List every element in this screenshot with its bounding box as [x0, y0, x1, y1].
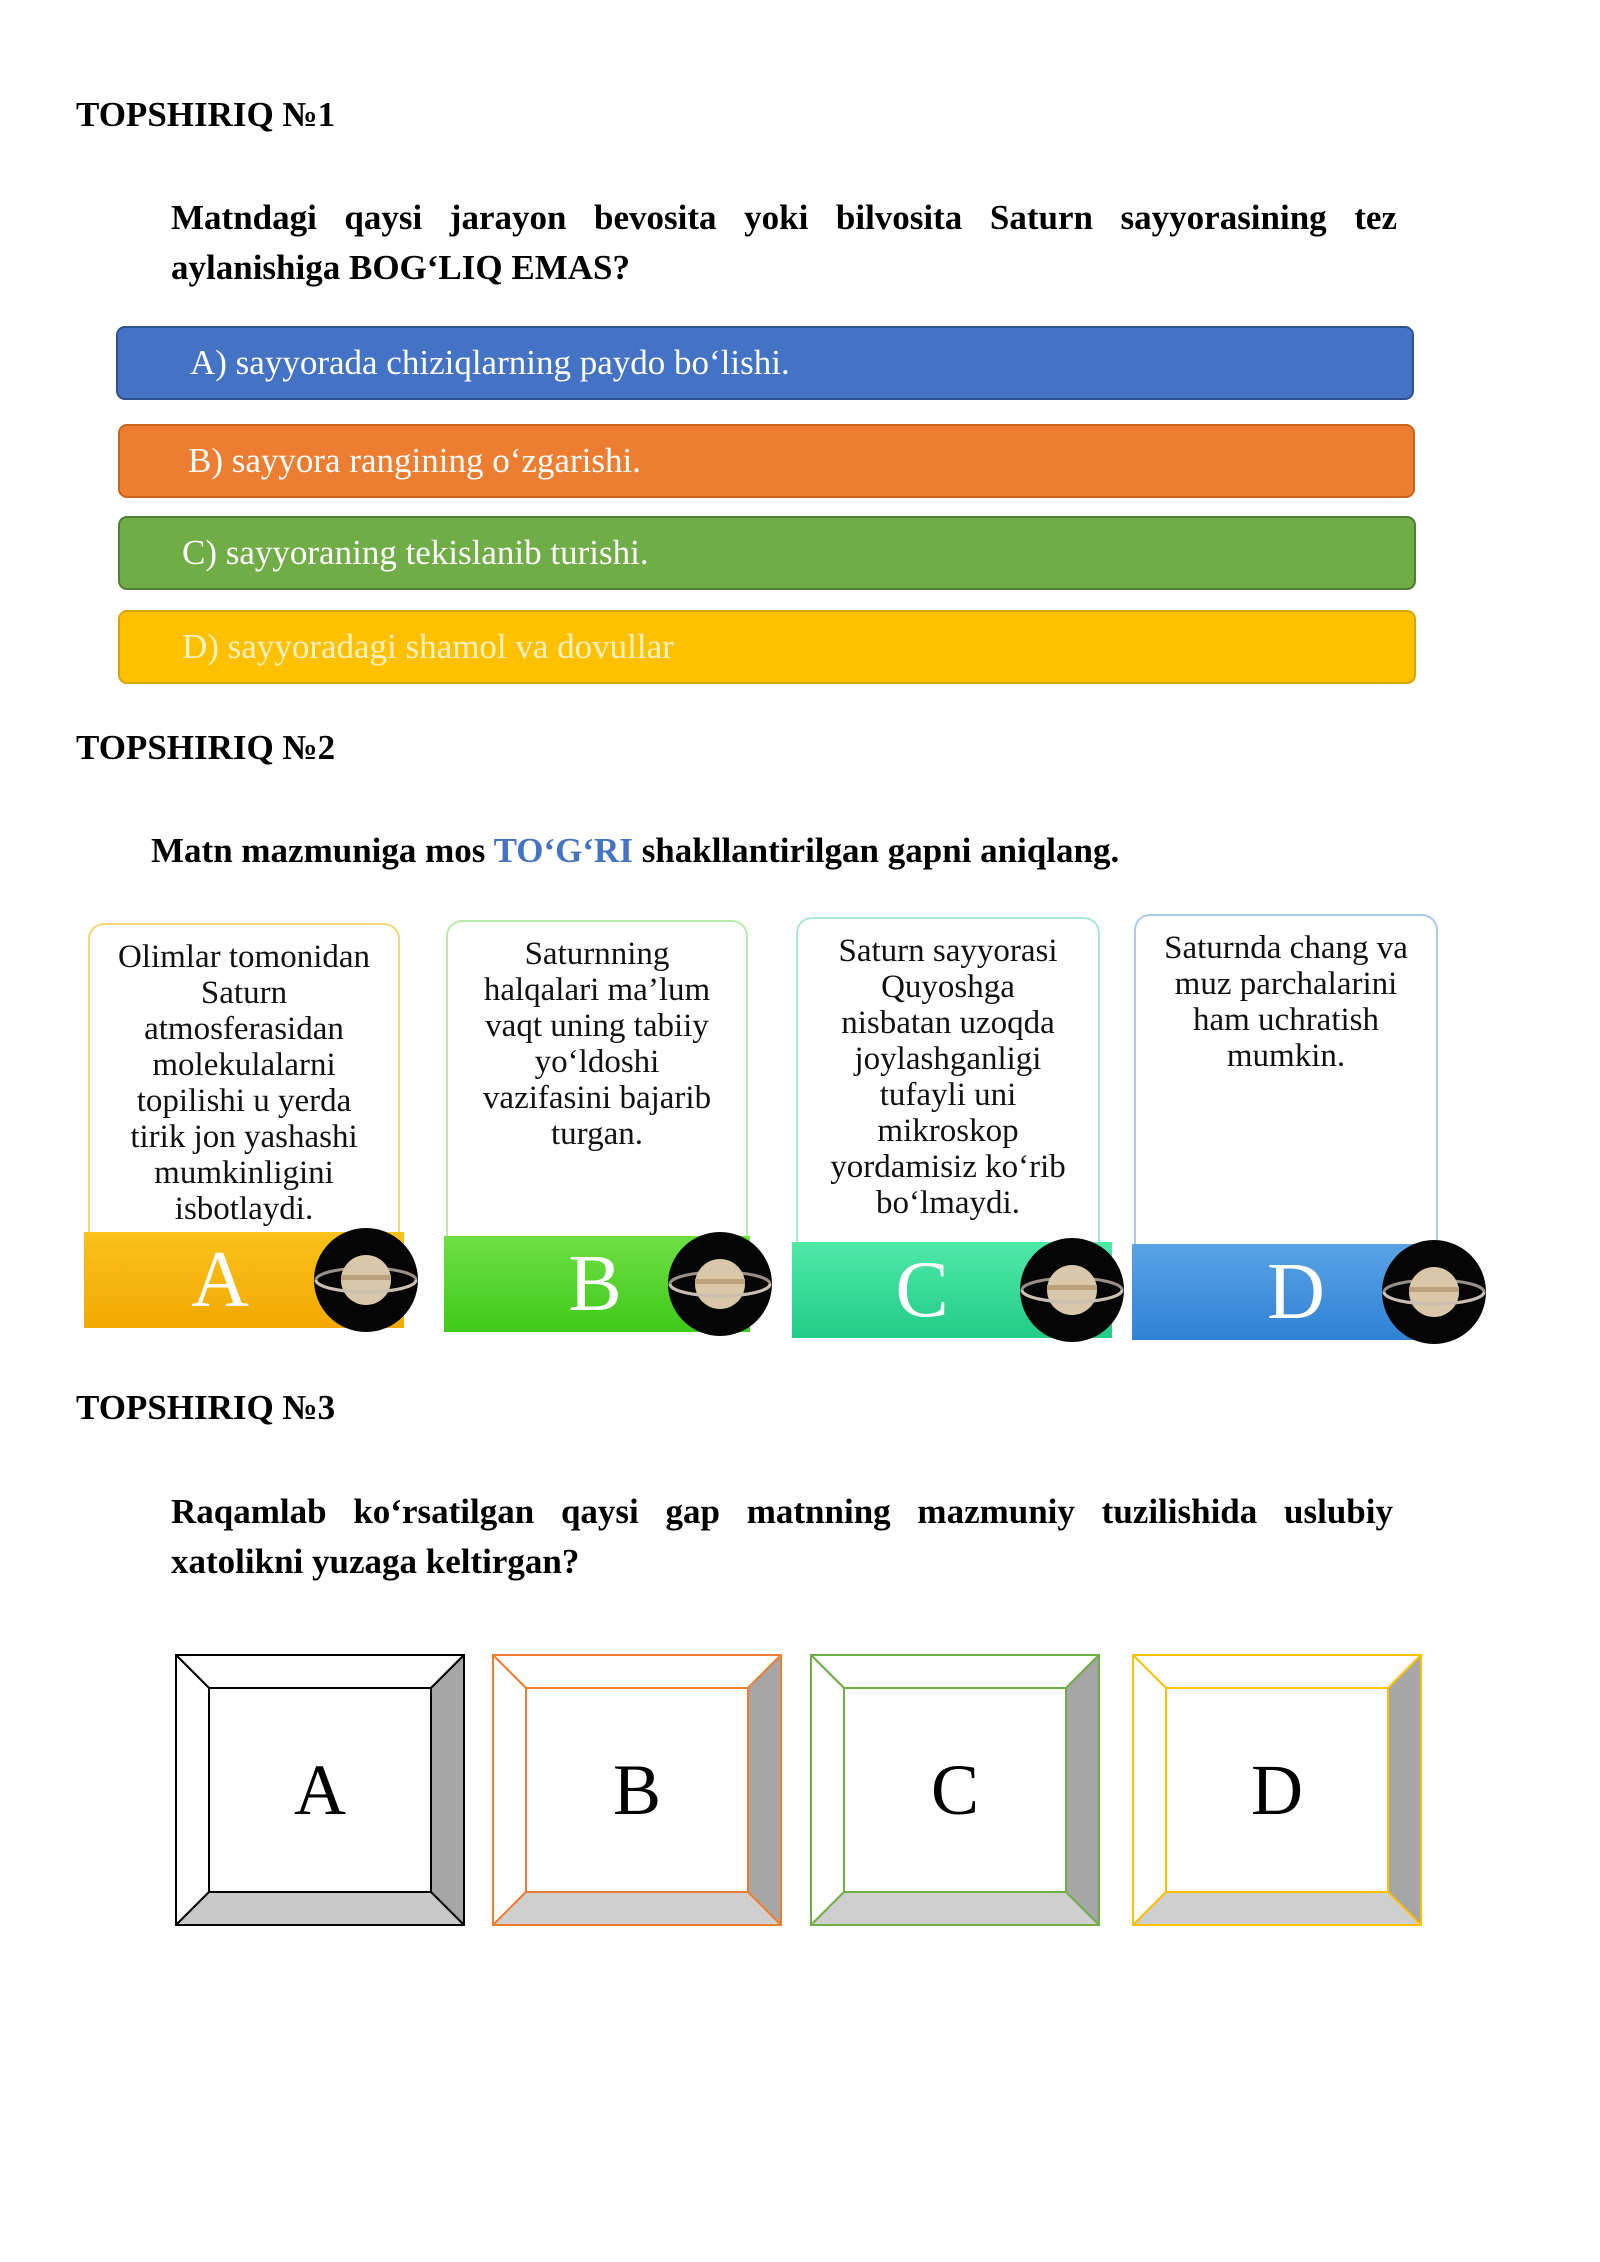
option-b-bar[interactable]	[118, 424, 1415, 498]
task1-question	[171, 193, 1397, 293]
answer-box-b-letter: B	[612, 1749, 662, 1830]
task2-question-highlight: TO‘G‘RI	[493, 831, 633, 870]
answer-box-d-letter: D	[1251, 1749, 1303, 1830]
option-d-bar[interactable]	[118, 610, 1416, 684]
card-a-text: Olimlar tomonidan Saturn atmosferasidan molekulalarni topilishi u yerda tirik jon yashashi mumkinligini isbotlaydi.	[117, 939, 371, 1227]
card-a-panel	[88, 923, 400, 1235]
card-a-letter: A	[191, 1236, 249, 1324]
task2-heading: TOPSHIRIQ №2	[76, 728, 336, 767]
task3-question-line1: Raqamlab ko‘rsatilgan qaysi gap matnning mazmuniy tuzilishida uslubiy	[171, 1492, 1393, 1531]
task1-heading: TOPSHIRIQ №1	[76, 95, 336, 134]
saturn-icon	[668, 1232, 772, 1336]
answer-box-c[interactable]	[810, 1654, 1100, 1926]
answer-box-a-letter: A	[294, 1749, 346, 1830]
option-a-label: A) sayyorada chiziqlarning paydo bo‘lishi.	[190, 343, 790, 382]
option-b-label: B) sayyora rangining o‘zgarishi.	[188, 441, 641, 480]
card-d-text: Saturnda chang va muz parchalarini ham uchratish mumkin.	[1164, 930, 1408, 1074]
card-c-panel	[796, 917, 1100, 1243]
answer-box-b[interactable]	[492, 1654, 782, 1926]
task3-question	[171, 1487, 1393, 1587]
answer-box-d[interactable]	[1132, 1654, 1422, 1926]
option-d-label: D) sayyoradagi shamol va dovullar	[182, 627, 674, 666]
task1-question-line2: aylanishiga BOG‘LIQ EMAS?	[171, 248, 630, 287]
card-d-panel	[1134, 914, 1438, 1248]
answer-box-a[interactable]	[175, 1654, 465, 1926]
card-c-letter: C	[895, 1246, 949, 1334]
option-c-label: C) sayyoraning tekislanib turishi.	[182, 533, 649, 572]
task3-heading: TOPSHIRIQ №3	[76, 1388, 336, 1427]
saturn-icon	[1020, 1238, 1124, 1342]
task2-question-post: shakllantirilgan gapni aniqlang.	[632, 831, 1120, 870]
task1-question-line1: Matndagi qaysi jarayon bevosita yoki bilvosita Saturn sayyorasining tez	[171, 198, 1397, 237]
task3-question-line2: xatolikni yuzaga keltirgan?	[171, 1542, 580, 1581]
answer-box-c-letter: C	[930, 1749, 980, 1830]
option-a-bar[interactable]	[116, 326, 1414, 400]
option-c-bar[interactable]	[118, 516, 1416, 590]
card-b-letter: B	[568, 1240, 622, 1328]
card-d-letter: D	[1267, 1248, 1325, 1336]
saturn-icon	[314, 1228, 418, 1332]
card-b-panel	[446, 920, 748, 1238]
card-b-text: Saturnning halqalari ma’lum vaqt uning tabiiy yo‘ldoshi vazifasini bajarib turgan.	[482, 936, 712, 1152]
saturn-icon	[1382, 1240, 1486, 1344]
task2-question-pre: Matn mazmuniga mos	[151, 831, 494, 870]
card-c-text: Saturn sayyorasi Quyoshga nisbatan uzoqda joylashganligi tufayli uni mikroskop yordamisiz ko‘rib bo‘lmaydi.	[830, 933, 1066, 1221]
task2-question	[151, 826, 1451, 876]
